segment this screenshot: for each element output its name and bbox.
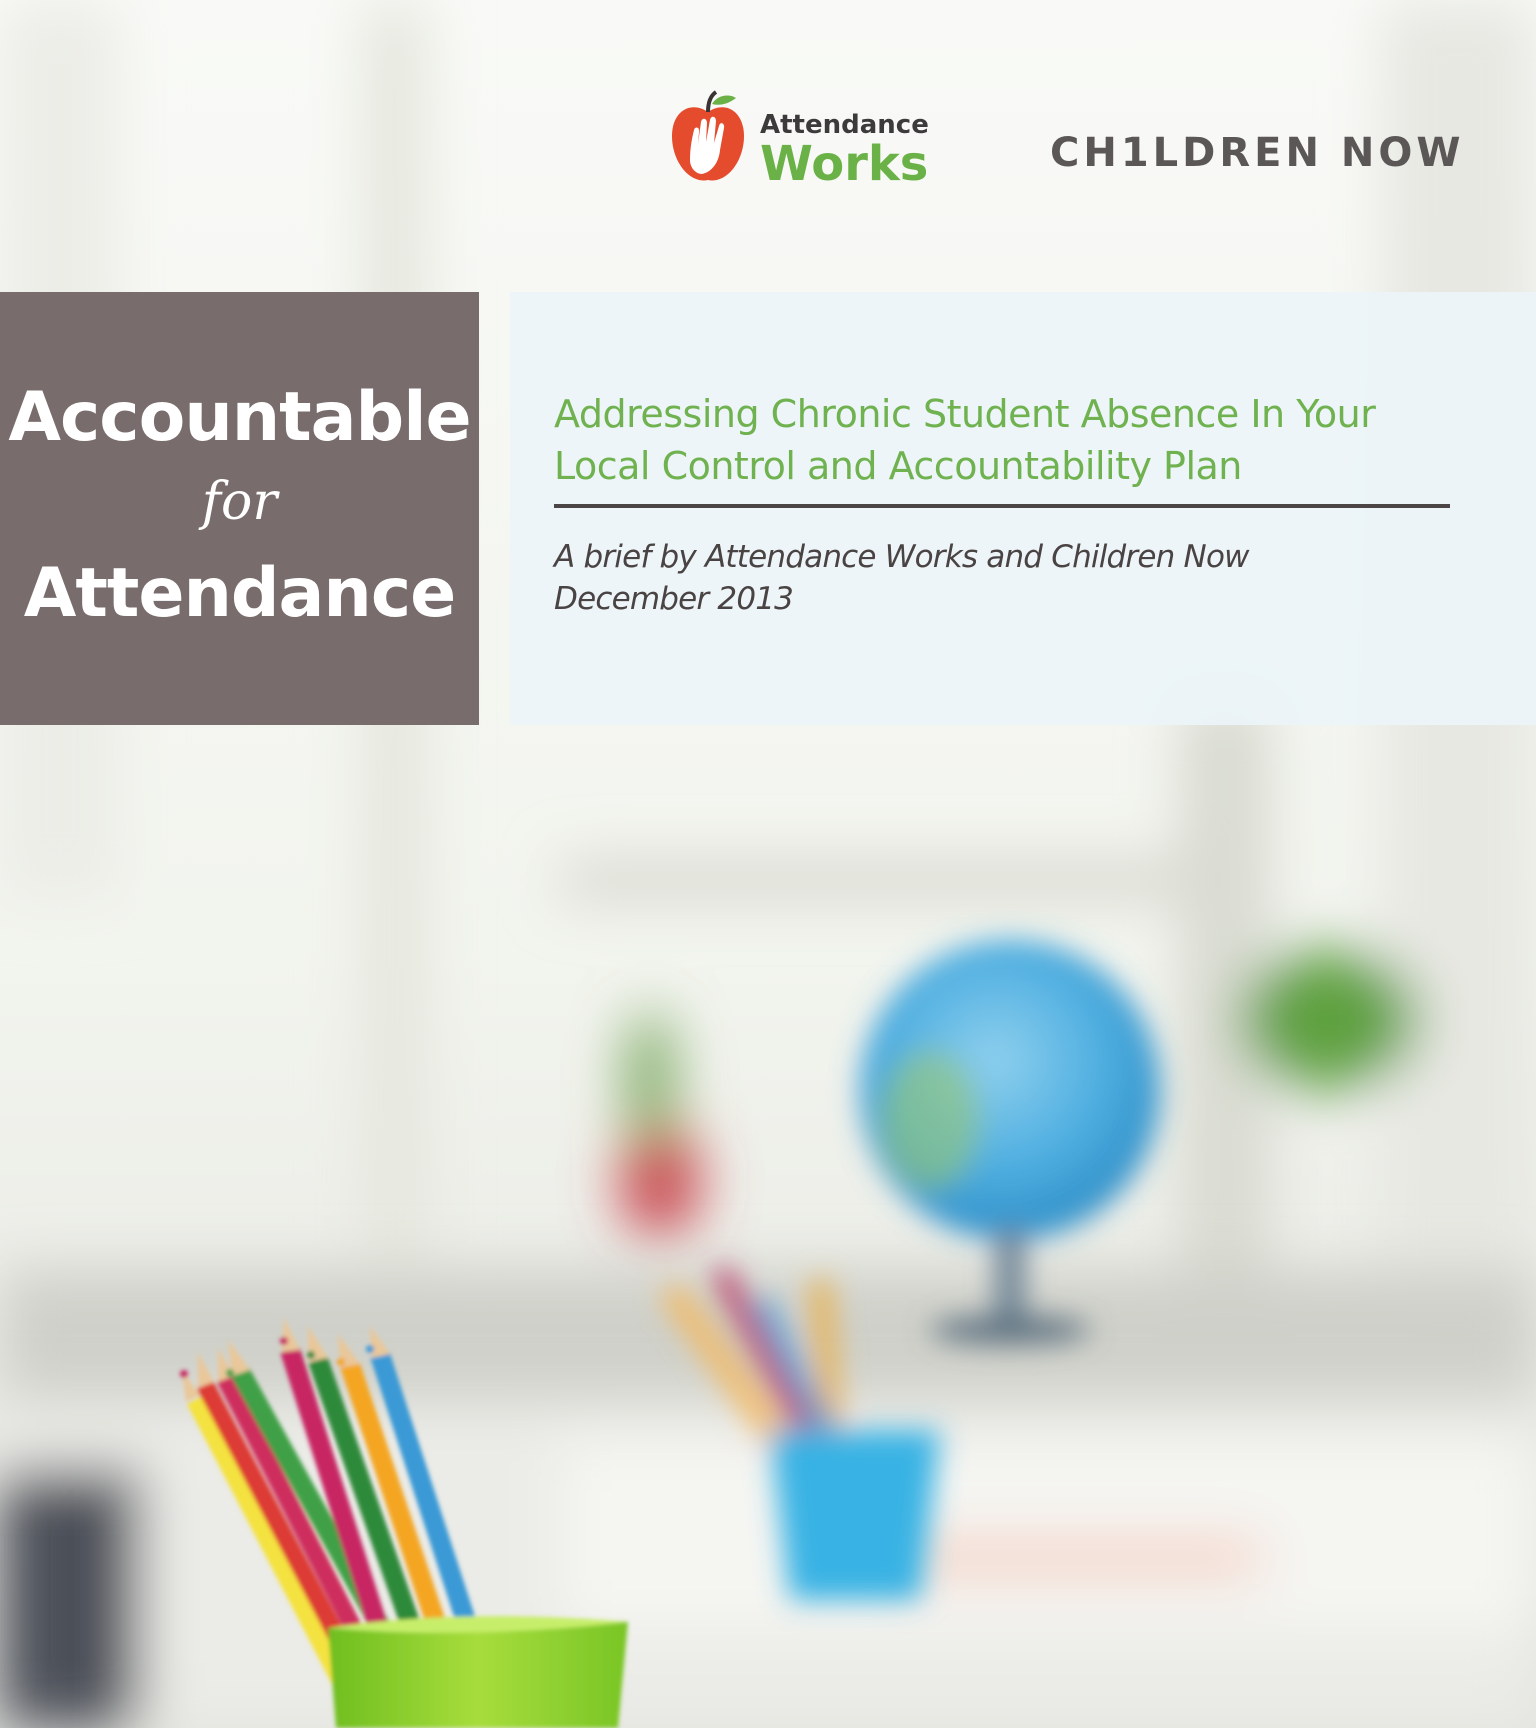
- report-subtitle: Addressing Chronic Student Absence In Your Local Control and Accountability Plan: [554, 392, 1376, 488]
- info-block: [510, 292, 1536, 725]
- attendance-works-logo: [670, 86, 929, 196]
- title-line-attendance: Attendance: [23, 554, 456, 633]
- title-line-accountable: Accountable: [8, 378, 471, 457]
- byline-block: [554, 536, 1454, 620]
- apple-hand-icon: [670, 90, 746, 188]
- attendance-works-line2: Works: [760, 136, 929, 192]
- byline-authors: A brief by Attendance Works and Children Now: [554, 539, 1249, 575]
- children-now-logo: CH1LDREN NOW: [1050, 130, 1465, 176]
- attendance-works-line1: Attendance: [760, 110, 929, 140]
- logo-bar: [0, 0, 1536, 260]
- divider-rule: [554, 504, 1450, 508]
- byline-date: December 2013: [554, 581, 794, 617]
- title-line-for: for: [201, 472, 278, 532]
- title-block: [0, 292, 479, 725]
